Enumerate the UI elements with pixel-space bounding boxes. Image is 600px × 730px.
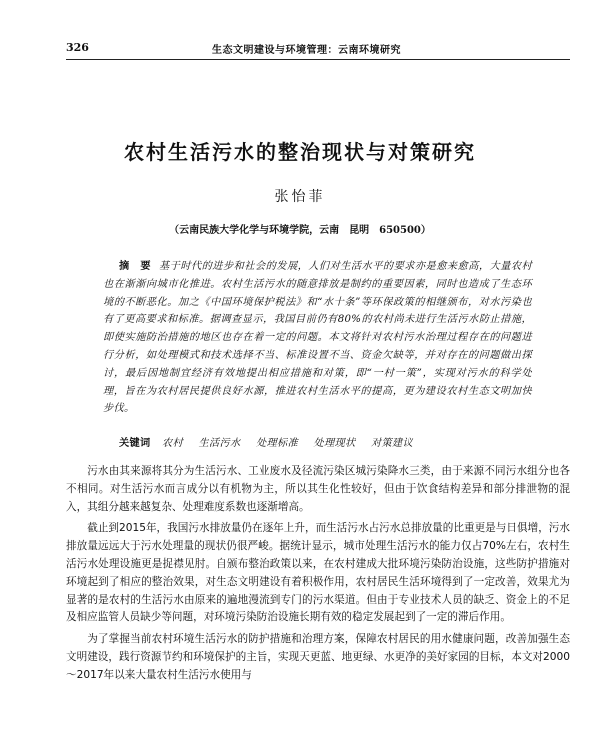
keywords-label: 关键词 bbox=[119, 437, 151, 449]
keyword: 处理现状 bbox=[313, 438, 356, 449]
author-affiliation: （云南民族大学化学与环境学院，云南 昆明 650500） bbox=[169, 225, 431, 236]
body-text bbox=[66, 463, 570, 689]
keyword: 处理标准 bbox=[256, 438, 298, 449]
keywords bbox=[103, 434, 532, 449]
body-paragraph: 污水由其来源将其分为生活污水、工业废水及径流污染区城污染降水三类，由于来源不同污水组分也各不相同。对生活污水而言成分以有机物为主，所以其生化性较好，但由于饮食结构差异和部分排泄物的混入，其组分越来越复杂、处理难度系数也逐渐增高。 bbox=[66, 465, 570, 513]
page-header bbox=[66, 41, 570, 60]
paper-title: 农村生活污水的整治现状与对策研究 bbox=[124, 140, 476, 164]
keyword: 农村 bbox=[162, 438, 183, 449]
abstract-text: 基于时代的进步和社会的发展，人们对生活水平的要求亦是愈来愈高，大量农村也在渐渐向城市化推进。农村生活污水的随意排放是制约的重要因素，同时也造成了生态环境的不断恶化。加之《中国环境保护税法》和“水十条”等环保政策的相继颁布，对水污染也有了更高要求和标准。据调查显示，我国目前仍有80%的农村尚未进行生活污水防止措施，即使实施防治措施的地区也存在着一定的问题。本文将针对农村污水治理过程存在的问题进行分析，如处理模式和技术选择不当、标准设置不当、资金欠缺等，并对存在的问题做出探讨，最后因地制宜经济有效地提出相应措施和对策，即“一村一策”，实现对污水的科学处理，旨在为农村居民提供良好水源，推进农村生活水平的提高，更为建设农村生态文明加快步伐。 bbox=[103, 261, 533, 415]
author-name: 张怡菲 bbox=[274, 189, 326, 205]
page-number: 326 bbox=[66, 41, 89, 54]
running-head: 生态文明建设与环境管理：云南环境研究 bbox=[212, 45, 401, 56]
keyword: 生活污水 bbox=[198, 438, 241, 449]
body-paragraph: 为了掌握当前农村环境生活污水的防护措施和治理方案，保障农村居民的用水健康问题，改善加强生态文明建设，践行资源节约和环境保护的主旨，实现天更蓝、地更绿、水更净的美好家园的目标，本文对2000～2017年以来大量农村生活污水使用与 bbox=[66, 633, 570, 681]
abstract-label: 摘 要 bbox=[119, 260, 151, 272]
keyword: 对策建议 bbox=[371, 438, 413, 449]
abstract bbox=[103, 258, 532, 418]
body-paragraph: 截止到2015年，我国污水排放量仍在逐年上升，而生活污水占污水总排放量的比重更是与日俱增，污水排放量远远大于污水处理量的现状仍很严峻。据统计显示，城市处理生活污水的能力仅占70%左右，农村生活污水处理设施更是捉襟见肘。自颁布整治政策以来，在农村建成大批环境污染防治设施，这些防护措施对环境起到了相应的整治效果，对生态文明建设有着积极作用，农村居民生活环境得到了一定改善，效果尤为显著的是农村的生活污水由原来的遍地漫流到专门的污水渠道。但由于专业技术人员的缺乏、资金上的不足及相应监管人员缺少等问题，对环境污染防治设施长期有效的稳定发展起到了一定的滞后作用。 bbox=[66, 522, 570, 624]
